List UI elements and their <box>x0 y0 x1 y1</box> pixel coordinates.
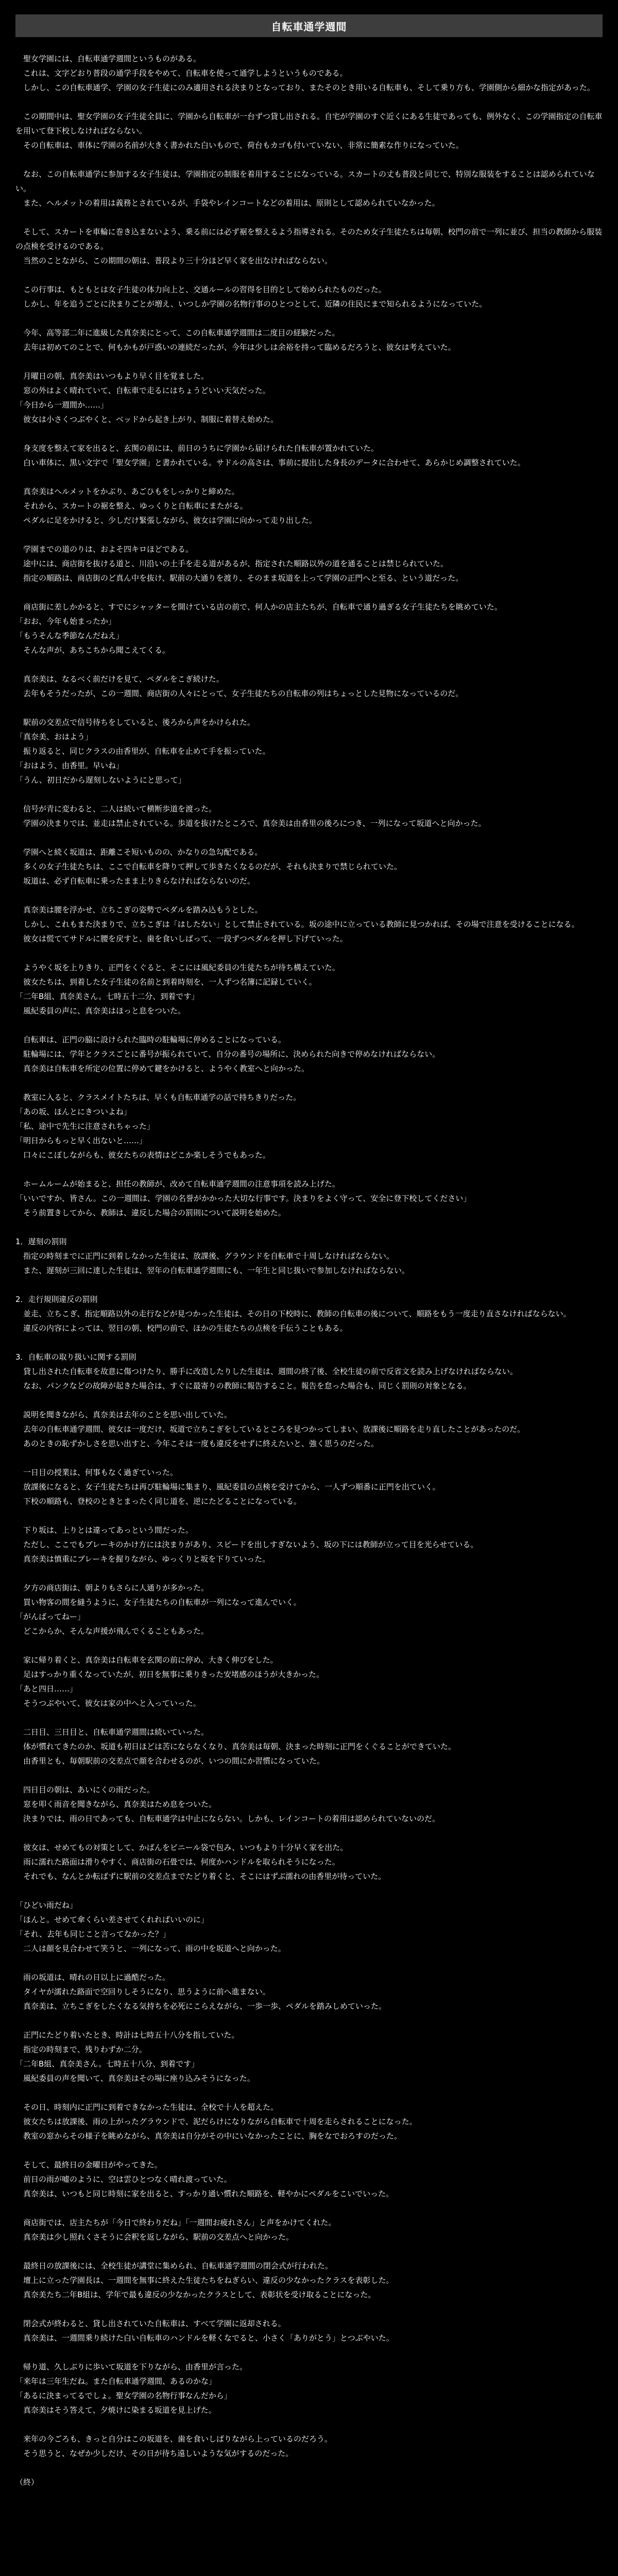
story-paragraph: ホームルームが始まると、担任の教師が、改めて自転車通学週間の注意事項を読み上げた。 <box>23 1179 340 1189</box>
story-paragraph: 真奈美たち二年B組は、学年で最も違反の少なかったクラスとして、表彰状を受け取ることになった。 <box>23 2290 376 2299</box>
story-paragraph: 振り返ると、同じクラスの由香里が、自転車を止めて手を振っていた。 <box>23 747 270 756</box>
story-section <box>15 1032 603 1076</box>
story-section <box>15 1783 603 1826</box>
story-section <box>15 802 603 831</box>
story-paragraph: 「ひどい雨だね」 <box>15 1901 78 1910</box>
story-section <box>15 1523 603 1566</box>
story-paragraph: 雨の坂道は、晴れの日以上に過酷だった。 <box>23 1973 170 1982</box>
story-paragraph: 窓を叩く雨音を聞きながら、真奈美はため息をついた。 <box>23 1800 217 1809</box>
story-paragraph: 貸し出された自転車を故意に傷つけたり、勝手に改造したりした生徒は、週間の終了後、全校生徒の前で反省文を読み上げなければならない。 <box>23 1367 518 1376</box>
story-paragraph: 風紀委員の声を聞いて、真奈美はその場に座り込みそうになった。 <box>23 2074 255 2083</box>
story-section <box>15 1840 603 1884</box>
story-paragraph: 真奈美は、いつもと同じ時刻に家を出ると、すっかり通い慣れた順路を、軽やかにペダルをこいでいった。 <box>23 2189 394 2198</box>
story-section <box>15 2259 603 2302</box>
story-paragraph: そう前置きしてから、教師は、違反した場合の罰則について説明を始めた。 <box>23 1208 286 1217</box>
story-paragraph: 「おはよう、由香里。早いね」 <box>15 761 124 770</box>
story-paragraph: 学園へと続く坂道は、距離こそ短いものの、かなりの急勾配である。 <box>23 848 263 857</box>
story-paragraph: 窓の外はよく晴れていて、自転車で走るにはちょうどいい天気だった。 <box>23 386 270 395</box>
story-paragraph: 並走、立ちこぎ、指定順路以外の走行などが見つかった生徒は、その日の下校時に、教師の自転車の後について、順路をもう一度走り直さなければならない。 <box>23 1309 571 1318</box>
story-paragraph: 商店街に差しかかると、すでにシャッターを開けている店の前で、何人かの店主たちが、自転車で通り過ぎる女子生徒たちを眺めていた。 <box>23 602 502 612</box>
story-paragraph: 真奈美は腰を浮かせ、立ちこぎの姿勢でペダルを踏み込もうとした。 <box>23 905 263 914</box>
story-paragraph: また、遅刻が三回に達した生徒は、翌年の自転車通学週間にも、一年生と同じ扱いで参加しなければならない。 <box>23 1266 410 1275</box>
story-paragraph: そして、スカートを車輪に巻き込まないよう、乗る前には必ず裾を整えるよう指導される。そのため女子生徒たちは毎朝、校門の前で一列に並び、担当の教師から服装の点検を受けるのである。 <box>15 227 603 251</box>
story-paragraph: 真奈美は自転車を所定の位置に停めて鍵をかけると、ようやく教室へと向かった。 <box>23 1064 310 1073</box>
story-paragraph: 「あと四日……」 <box>15 1684 78 1693</box>
story-paragraph: 指定の順路は、商店街のど真ん中を抜け、駅前の大通りを渡り、そのまま坂道を上って学園の正門へと至る、という道だった。 <box>23 573 464 583</box>
story-paragraph: 彼女は、せめてもの対策として、かばんをビニール袋で包み、いつもより十分早く家を出た。 <box>23 1843 348 1852</box>
story-paragraph: 途中には、商店街を抜ける道と、川沿いの土手を走る道があるが、指定された順路以外の道を通ることは禁じられていた。 <box>23 559 449 568</box>
story-paragraph: 「あの坂、ほんとにきついよね」 <box>15 1107 132 1116</box>
story-paragraph: また、ヘルメットの着用は義務とされているが、手袋やレインコートなどの着用は、原則として認められていなかった。 <box>23 198 440 208</box>
story-paragraph: 「おお、今年も始まったか」 <box>15 617 116 626</box>
story-paragraph: 「来年は三年生だね。また自転車通学週間、あるのかな」 <box>15 2377 217 2386</box>
story-paragraph: 指定の時刻まで、残りわずか二分。 <box>23 2045 147 2054</box>
story-paragraph: 真奈美は慎重にブレーキを握りながら、ゆっくりと坂を下りていった。 <box>23 1554 270 1564</box>
story-section <box>15 672 603 701</box>
story-paragraph: 真奈美はそう答えて、夕焼けに染まる坂道を見上げた。 <box>23 2405 216 2415</box>
story-paragraph: 坂道は、必ず自転車に乗ったまま上りきらなければならないのだ。 <box>23 876 255 886</box>
story-paragraph: 今年、高等部二年に進級した真奈美にとって、この自転車通学週間は二度目の経験だった。 <box>23 328 340 337</box>
story-section <box>15 2475 603 2489</box>
story-paragraph: 由香里とも、毎朝駅前の交差点で顔を合わせるのが、いつの間にか習慣になっていた。 <box>23 1756 325 1766</box>
story-paragraph: 月曜日の朝、真奈美はいつもより早く目を覚ました。 <box>23 371 209 381</box>
story-paragraph: 真奈美は少し照れくさそうに会釈を返しながら、駅前の交差点へと向かった。 <box>23 2232 294 2242</box>
story-paragraph: 教室の窓からその様子を眺めながら、真奈美は自分がその中にいなかったことに、胸をなでおろすのだった。 <box>23 2131 402 2141</box>
story-paragraph: 彼女たちは、到着した女子生徒の名前と到着時刻を、一人ずつ名簿に記録していく。 <box>23 977 317 987</box>
story-paragraph: 雨に濡れた路面は滑りやすく、商店街の石畳では、何度かハンドルを取られそうになった。 <box>23 1857 340 1867</box>
story-section <box>15 441 603 470</box>
story-paragraph: 来年の今ごろも、きっと自分はこの坂道を、歯を食いしばりながら上っているのだろう。 <box>23 2434 333 2444</box>
story-section <box>15 2158 603 2201</box>
story-paragraph: そんな声が、あちこちから聞こえてくる。 <box>23 646 170 655</box>
story-paragraph: 聖女学園には、自転車通学週間というものがある。 <box>23 54 201 63</box>
story-paragraph: 家に帰り着くと、真奈美は自転車を玄関の前に停め、大きく伸びをした。 <box>23 1655 278 1665</box>
story-section <box>15 715 603 787</box>
story-paragraph: 多くの女子生徒たちは、ここで自転車を降りて押して歩きたくなるのだが、それも決まりで禁じられていた。 <box>23 862 402 871</box>
story-paragraph: 「もうそんな季節なんだねえ」 <box>15 631 124 640</box>
story-paragraph: この期間中は、聖女学園の女子生徒全員に、学園から自転車が一台ずつ貸し出される。自宅が学園のすぐ近くにある生徒であっても、例外なく、この学園指定の自転車を用いて登下校しなければならない。 <box>15 112 603 135</box>
story-section <box>15 326 603 354</box>
story-paragraph: 駐輪場には、学年とクラスごとに番号が振られていて、自分の番号の場所に、決められた向きで停めなければならない。 <box>23 1049 440 1059</box>
story-paragraph: 「今日から一週間か……」 <box>15 400 109 410</box>
story-paragraph: 1．遅刻の罰則 <box>15 1237 67 1246</box>
story-paragraph: 口々にこぼしながらも、彼女たちの表情はどこか楽しそうでもあった。 <box>23 1150 270 1160</box>
story-paragraph: 去年は初めてのことで、何もかもが戸惑いの連続だったが、今年は少しは余裕を持って臨めるだろうと、彼女は考えていた。 <box>23 343 456 352</box>
story-paragraph: 「うん、初日だから遅刻しないようにと思って」 <box>15 775 186 785</box>
story-paragraph: しかし、年を追うごとに決まりごとが増え、いつしか学園の名物行事のひとつとして、近隣の住民にまで知られるようになっていた。 <box>23 299 487 309</box>
story-paragraph: 違反の内容によっては、翌日の朝、校門の前で、ほかの生徒たちの点検を手伝うこともある。 <box>23 1324 348 1333</box>
story-paragraph: ただし、ここでもブレーキのかけ方には決まりがあり、スピードを出しすぎないよう、坂の下には教師が立って目を光らせている。 <box>23 1540 478 1549</box>
story-paragraph: 「明日からもっと早く出ないと……」 <box>15 1136 147 1145</box>
story-paragraph: どこからか、そんな声援が飛んでくることもあった。 <box>23 1626 209 1636</box>
story-paragraph: 足はすっかり重くなっていたが、初日を無事に乗りきった安堵感のほうが大きかった。 <box>23 1670 324 1679</box>
story-section <box>15 1408 603 1451</box>
story-section <box>15 903 603 946</box>
story-paragraph: そうつぶやいて、彼女は家の中へと入っていった。 <box>23 1699 201 1708</box>
story-paragraph: 前日の雨が嘘のように、空は雲ひとつなく晴れ渡っていた。 <box>23 2175 232 2184</box>
story-paragraph: この行事は、もともとは女子生徒の体力向上と、交通ルールの習得を目的として始められたものだった。 <box>23 285 386 294</box>
story-paragraph: 「私、途中で先生に注意されちゃった」 <box>15 1122 155 1131</box>
story-section <box>15 1292 603 1335</box>
story-paragraph: 自転車は、正門の脇に設けられた臨時の駐輪場に停めることになっている。 <box>23 1035 286 1044</box>
story-paragraph: 去年もそうだったが、この一週間、商店街の人々にとって、女子生徒たちの自転車の列はちょっとした見物になっているのだ。 <box>23 689 464 698</box>
story-paragraph: なお、パンクなどの故障が起きた場合は、すぐに最寄りの教師に報告すること。報告を怠った場合も、同じく罰則の対象となる。 <box>23 1381 471 1391</box>
story-section <box>15 225 603 268</box>
story-section <box>15 845 603 888</box>
story-paragraph: 「二年B組、真奈美さん。七時五十二分、到着です」 <box>15 992 199 1001</box>
story-section <box>15 167 603 210</box>
story-section <box>15 1465 603 1509</box>
title-bar <box>15 14 603 37</box>
story-section <box>15 2100 603 2143</box>
story-paragraph: 彼女は慌ててサドルに腰を戻すと、歯を食いしばって、一段ずつペダルを押し下げていった。 <box>23 934 348 943</box>
story-section <box>15 2215 603 2244</box>
story-section <box>15 2028 603 2086</box>
story-section <box>15 2432 603 2461</box>
story-paragraph: その日、時刻内に正門に到着できなかった生徒は、全校で十人を超えた。 <box>23 2103 279 2112</box>
story-paragraph: しかし、これもまた決まりで、立ちこぎは「はしたない」として禁止されている。坂の途中に立っている教師に見つかれば、その場で注意を受けることになる。 <box>23 920 579 929</box>
story-paragraph: タイヤが濡れた路面で空回りしそうになり、思うように前へ進まない。 <box>23 1987 270 1996</box>
story-paragraph: 当然のことながら、この期間の朝は、普段より三十分ほど早く家を出なければならない。 <box>23 256 333 265</box>
story-paragraph: それでも、なんとか転ばずに駅前の交差点までたどり着くと、そこにはずぶ濡れの由香里が待っていた。 <box>23 1872 386 1881</box>
story-paragraph: 帰り道、久しぶりに歩いて坂道を下りながら、由香里が言った。 <box>23 2362 248 2371</box>
story-paragraph: 壇上に立った学園長は、一週間を無事に終えた生徒たちをねぎらい、違反の少なかったクラスを表彰した。 <box>23 2276 394 2285</box>
story-paragraph: しかし、この自転車通学、学園の女子生徒にのみ適用される決まりとなっており、またそのとき用いる自転車も、そして乗り方も、学園側から細かな指定があった。 <box>23 83 595 92</box>
story-paragraph: 「それ、去年も同じこと言ってなかった？」 <box>15 1929 170 1939</box>
story-section <box>15 600 603 657</box>
story-section <box>15 1725 603 1768</box>
story-paragraph: ようやく坂を上りきり、正門をくぐると、そこには風紀委員の生徒たちが待ち構えていた。 <box>23 963 340 972</box>
story-paragraph: 「二年B組、真奈美さん。七時五十八分、到着です」 <box>15 2059 199 2069</box>
story-paragraph: 「がんばってねー」 <box>15 1612 85 1621</box>
story-section <box>15 1234 603 1278</box>
story-paragraph: 信号が青に変わると、二人は続いて横断歩道を渡った。 <box>23 804 217 814</box>
story-paragraph: （終） <box>15 2478 39 2487</box>
story-paragraph: なお、この自転車通学に参加する女子生徒は、学園指定の制服を着用することになっている。スカートの丈も普段と同じで、特別な服装をすることは認められていない。 <box>15 170 595 193</box>
story-paragraph: 買い物客の間を縫うように、女子生徒たちの自転車が一列になって進んでいく。 <box>23 1598 301 1607</box>
story-paragraph: 真奈美は、立ちこぎをしたくなる気持ちを必死にこらえながら、一歩一歩、ペダルを踏みしめていった。 <box>23 2002 387 2011</box>
story-section <box>15 1090 603 1162</box>
story-paragraph: 下校の順路も、登校のときとまったく同じ道を、逆にたどることになっている。 <box>23 1497 302 1506</box>
story-paragraph: ペダルに足をかけると、少しだけ緊張しながら、彼女は学園に向かって走り出した。 <box>23 516 317 525</box>
story-paragraph: 彼女たちは放課後、雨の上がったグラウンドで、泥だらけになりながら自転車で十周を走らされることになった。 <box>23 2117 417 2126</box>
story-paragraph: 一日目の授業は、何事もなく過ぎていった。 <box>23 1468 178 1477</box>
story-paragraph: 身支度を整えて家を出ると、玄関の前には、前日のうちに学園から届けられた自転車が置かれていた。 <box>23 444 379 453</box>
story-section <box>15 52 603 95</box>
story-paragraph: 正門にたどり着いたとき、時計は七時五十八分を指していた。 <box>23 2030 239 2040</box>
story-paragraph: 真奈美は、一週間乗り続けた白い自転車のハンドルを軽くなでると、小さく「ありがとう」とつぶやいた。 <box>23 2333 394 2343</box>
story-paragraph: 説明を聞きながら、真奈美は去年のことを思い出していた。 <box>23 1410 232 1419</box>
story-paragraph: その自転車は、車体に学園の名前が大きく書かれた白いもので、荷台もカゴも付いていない、非常に簡素な作りになっていた。 <box>23 141 464 150</box>
story-paragraph: 閉会式が終わると、貸し出されていた自転車は、すべて学園に返却される。 <box>23 2319 286 2328</box>
story-section <box>15 369 603 427</box>
story-paragraph: これは、文字どおり普段の通学手段をやめて、自転車を使って通学しようというものである。 <box>23 69 348 78</box>
story-body <box>15 52 603 2576</box>
story-paragraph: あのときの恥ずかしさを思い出すと、今年こそは一度も違反をせずに終えたいと、強く思うのだった。 <box>23 1439 379 1448</box>
story-paragraph: 真奈美はヘルメットをかぶり、あごひもをしっかりと締めた。 <box>23 487 239 496</box>
story-paragraph: 「ほんと。せめて傘くらい差させてくれればいいのに」 <box>15 1915 209 1924</box>
story-paragraph: 2．走行規則違反の罰則 <box>15 1295 98 1304</box>
story-paragraph: 放課後になると、女子生徒たちは再び駐輪場に集まり、風紀委員の点検を受けてから、一人ずつ順番に正門を出ていく。 <box>23 1482 440 1492</box>
story-section <box>15 542 603 585</box>
story-section <box>15 1177 603 1220</box>
story-paragraph: 学園までの道のりは、およそ四キロほどである。 <box>23 545 194 554</box>
story-paragraph: 教室に入ると、クラスメイトたちは、早くも自転車通学の話で持ちきりだった。 <box>23 1093 301 1102</box>
story-paragraph: 二人は顔を見合わせて笑うと、一列になって、雨の中を坂道へと向かった。 <box>23 1944 286 1953</box>
story-paragraph: 下り坂は、上りとは違ってあっという間だった。 <box>23 1526 193 1535</box>
story-section <box>15 1350 603 1393</box>
story-section <box>15 2360 603 2417</box>
story-section <box>15 1581 603 1638</box>
story-section <box>15 282 603 311</box>
story-paragraph: 3．自転車の取り扱いに関する罰則 <box>15 1352 136 1362</box>
story-paragraph: 白い車体に、黒い文字で「聖女学園」と書かれている。サドルの高さは、事前に提出した身長のデータに合わせて、あらかじめ調整されていた。 <box>23 458 525 467</box>
story-paragraph: 夕方の商店街は、朝よりもさらに人通りが多かった。 <box>23 1583 209 1592</box>
story-paragraph: 風紀委員の声に、真奈美はほっと息をついた。 <box>23 1006 186 1015</box>
story-paragraph: 去年の自転車通学週間、彼女は一度だけ、坂道で立ちこぎをしているところを見つかってしまい、放課後に順路を走り直したことがあったのだ。 <box>23 1425 525 1434</box>
story-paragraph: 二日目、三日目と、自転車通学週間は続いていった。 <box>23 1727 209 1737</box>
story-section <box>15 2316 603 2345</box>
story-section <box>15 1653 603 1710</box>
story-paragraph: 「いいですか、皆さん。この一週間は、学園の名誉がかかった大切な行事です。決まりをよく守って、安全に登下校してください」 <box>15 1194 471 1203</box>
story-paragraph: 決まりでは、雨の日であっても、自転車通学は中止にならない。しかも、レインコートの着用は認められていないのだ。 <box>23 1814 440 1823</box>
story-paragraph: それから、スカートの裾を整え、ゆっくりと自転車にまたがる。 <box>23 501 248 511</box>
story-paragraph: そう思うと、なぜか少しだけ、その日が待ち遠しいような気がするのだった。 <box>23 2449 294 2458</box>
story-paragraph: 最終日の放課後には、全校生徒が講堂に集められ、自転車通学週間の閉会式が行われた。 <box>23 2261 333 2270</box>
story-section <box>15 109 603 152</box>
story-section <box>15 484 603 528</box>
story-paragraph: 「あるに決まってるでしょ。聖女学園の名物行事なんだから」 <box>15 2391 232 2400</box>
story-paragraph: そして、最終日の金曜日がやってきた。 <box>23 2160 162 2170</box>
story-section <box>15 1970 603 2013</box>
story-paragraph: 指定の時刻までに正門に到着しなかった生徒は、放課後、グラウンドを自転車で十周しなければならない。 <box>23 1251 394 1261</box>
story-paragraph: 学園の決まりでは、並走は禁止されている。歩道を抜けたところで、真奈美は由香里の後ろにつき、一列になって坂道へと向かった。 <box>23 819 486 828</box>
story-paragraph: 彼女は小さくつぶやくと、ベッドから起き上がり、制服に着替え始めた。 <box>23 415 279 424</box>
story-paragraph: 体が慣れてきたのか、坂道も初日ほどは苦にならなくなり、真奈美は毎朝、決まった時刻に正門をくぐることができていた。 <box>23 1742 456 1751</box>
page-title: 自転車通学週間 <box>271 20 347 33</box>
story-section <box>15 960 603 1018</box>
story-section <box>15 1898 603 1956</box>
story-paragraph: 真奈美は、なるべく前だけを見て、ペダルをこぎ続けた。 <box>23 674 224 684</box>
story-paragraph: 「真奈美、おはよう」 <box>15 732 93 741</box>
story-paragraph: 駅前の交差点で信号待ちをしていると、後ろから声をかけられた。 <box>23 718 255 727</box>
story-paragraph: 商店街では、店主たちが「今日で終わりだね」「一週間お疲れさん」と声をかけてくれた。 <box>23 2218 336 2227</box>
story-paragraph: 四日目の朝は、あいにくの雨だった。 <box>23 1785 155 1794</box>
